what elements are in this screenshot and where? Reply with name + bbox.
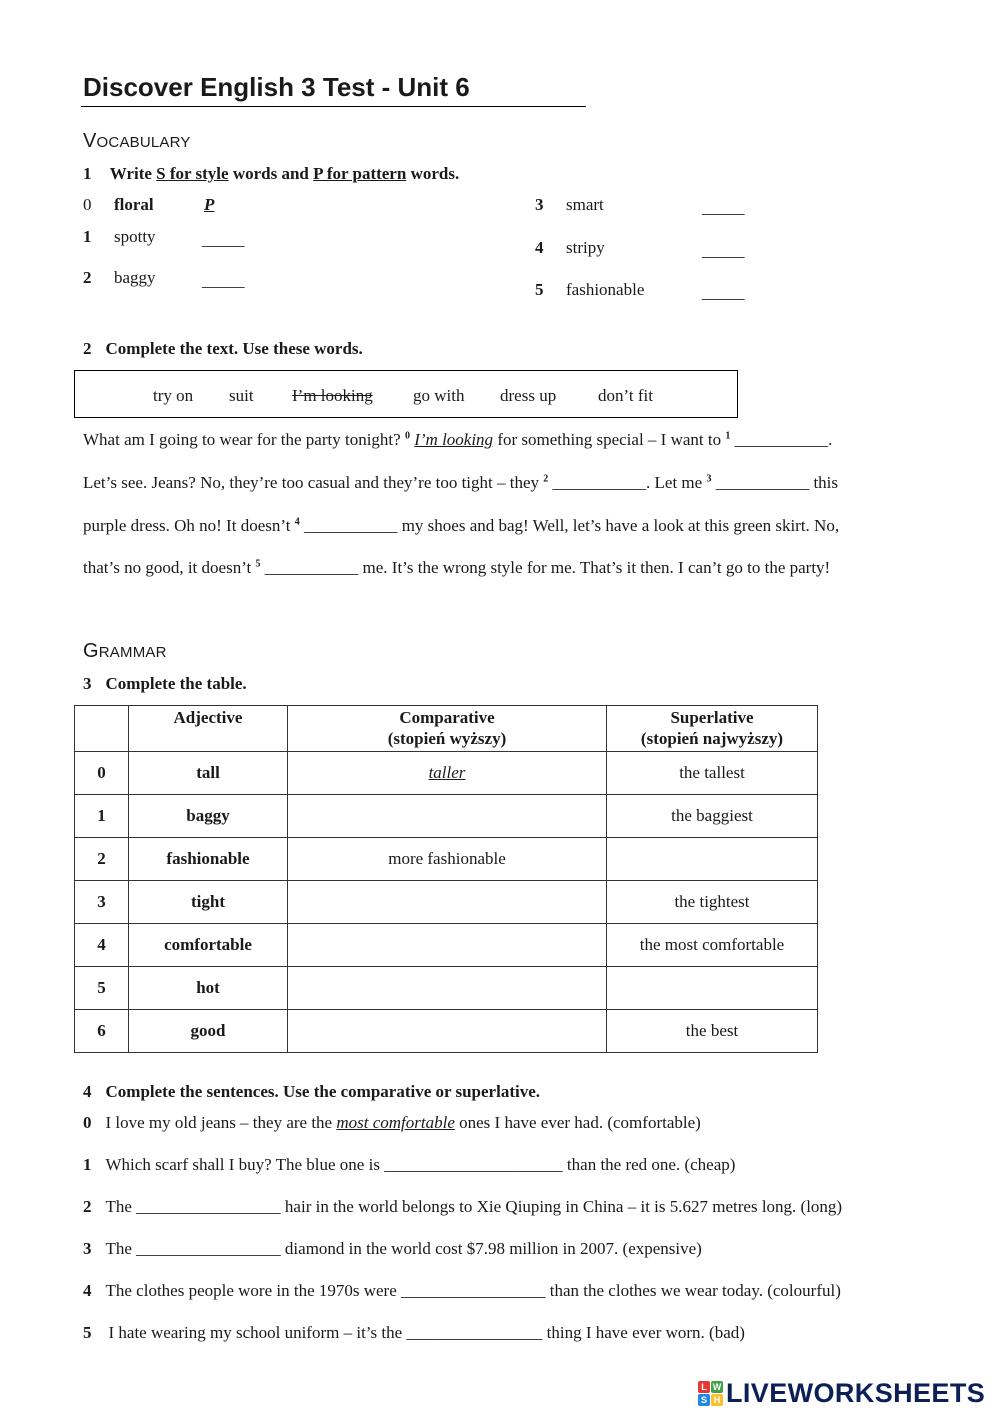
table-row (75, 967, 818, 1010)
title-underline (81, 106, 586, 107)
adjective-cell: hot (129, 967, 288, 1010)
ex2-example-answer: I’m looking (414, 430, 494, 449)
table-row (75, 881, 818, 924)
table-header-cell (75, 706, 129, 752)
superlative-cell: the baggiest (607, 795, 818, 838)
table-header-comparative: Comparative (stopień wyższy) (288, 706, 607, 752)
liveworksheets-logo-icon: L W S H (698, 1381, 723, 1406)
ex1-word: baggy (114, 268, 156, 287)
superlative-answer-cell[interactable] (607, 967, 818, 1010)
ex1-answer-blank[interactable]: _____ (202, 230, 245, 249)
ex1-item-num: 3 (535, 195, 544, 214)
ex1-item-num: 1 (83, 227, 92, 246)
word-box-item: suit (229, 386, 254, 405)
liveworksheets-logo-text: LIVEWORKSHEETS (726, 1377, 986, 1408)
comparative-answer-cell[interactable] (288, 967, 607, 1010)
comparative-cell: more fashionable (288, 838, 607, 881)
ex4-sentence[interactable]: 1 Which scarf shall I buy? The blue one is _____________________ than the red one. (cheap) (83, 1155, 736, 1174)
ex4-sentence[interactable]: 3 The _________________ diamond in the world cost $7.98 million in 2007. (expensive) (83, 1239, 702, 1258)
table-row (75, 924, 818, 967)
gap-blank[interactable]: ___________ my shoes and bag! Well, let’s have a look at this green skirt. No, (299, 516, 840, 535)
ex1-instruction: 1 Write S for style words and P for pattern words. (83, 164, 460, 183)
ex4-sentence[interactable]: 2 The _________________ hair in the world belongs to Xie Qiuping in China – it is 5.627 metres long. (long) (83, 1197, 843, 1216)
ex2-instruction: 2 Complete the text. Use these words. (83, 339, 363, 358)
ex1-answer-blank[interactable]: _____ (702, 241, 745, 260)
table-header-adjective: Adjective (129, 706, 288, 752)
word-box-item-crossed: I’m looking (292, 386, 373, 405)
superlative-answer-cell[interactable] (607, 838, 818, 881)
comparative-answer-cell[interactable] (288, 1010, 607, 1053)
table-row (75, 795, 818, 838)
ex2-text-line: Let’s see. Jeans? No, they’re too casual and they’re too tight – they $^2$ ___________. Let me $^3$ ___________ this (83, 473, 839, 492)
ex1-item-num: 2 (83, 268, 92, 287)
word-box-item: go with (413, 386, 465, 405)
row-number: 0 (75, 752, 129, 795)
gap-blank[interactable]: ___________ this (711, 473, 839, 492)
grammar-heading: GRAMMAR (83, 640, 167, 662)
comparative-answer-cell[interactable] (288, 795, 607, 838)
comparative-answer-cell[interactable] (288, 924, 607, 967)
ex3-instruction: 3 Complete the table. (83, 674, 247, 693)
ex2-text-line: purple dress. Oh no! It doesn’t $^4$ ___________ my shoes and bag! Well, let’s have a look at this green skirt. No, (83, 516, 840, 535)
ex4-sentence[interactable]: 5 I hate wearing my school uniform – it’s the ________________ thing I have ever worn. (bad) (83, 1323, 745, 1342)
superlative-cell: the tallest (607, 752, 818, 795)
row-number: 4 (75, 924, 129, 967)
adjective-cell: comfortable (129, 924, 288, 967)
ex1-answer-blank[interactable]: _____ (202, 271, 245, 290)
adjective-table (74, 705, 818, 1053)
vocabulary-heading: VOCABULARY (83, 130, 191, 152)
gap-blank[interactable]: ___________. Let me (548, 473, 707, 492)
page-title: Discover English 3 Test - Unit 6 (83, 72, 470, 102)
ex1-item-num: 4 (535, 238, 544, 257)
word-box-item: don’t fit (598, 386, 653, 405)
adjective-cell: good (129, 1010, 288, 1053)
comparative-answer-cell[interactable] (288, 881, 607, 924)
row-number: 5 (75, 967, 129, 1010)
table-row (75, 838, 818, 881)
ex4-example-answer: most comfortable (336, 1113, 455, 1132)
ex4-sentence: 0 I love my old jeans – they are the most comfortable ones I have ever had. (comfortable) (83, 1113, 701, 1132)
ex1-example-answer: P (204, 195, 215, 214)
ex2-text-line: What am I going to wear for the party tonight? $^0$ I’m looking for something special – I want to $^1$ ___________. (83, 430, 833, 449)
ex1-word: spotty (114, 227, 156, 246)
adjective-cell: tall (129, 752, 288, 795)
ex1-answer-blank[interactable]: _____ (702, 283, 745, 302)
superlative-cell: the best (607, 1010, 818, 1053)
ex1-item-num: 5 (535, 280, 544, 299)
row-number: 6 (75, 1010, 129, 1053)
adjective-cell: baggy (129, 795, 288, 838)
adjective-cell: tight (129, 881, 288, 924)
row-number: 3 (75, 881, 129, 924)
superlative-cell: the most comfortable (607, 924, 818, 967)
ex4-instruction: 4 Complete the sentences. Use the comparative or superlative. (83, 1082, 541, 1101)
liveworksheets-logo (698, 1376, 985, 1410)
table-row (75, 752, 818, 795)
gap-blank[interactable]: ___________ me. It’s the wrong style for me. That’s it then. I can’t go to the party! (260, 558, 831, 577)
ex1-word: fashionable (566, 280, 645, 299)
table-header-row (75, 706, 818, 752)
row-number: 1 (75, 795, 129, 838)
ex1-item: 0 (83, 195, 92, 214)
row-number: 2 (75, 838, 129, 881)
gap-blank[interactable]: ___________. (730, 430, 833, 449)
comparative-cell: taller (288, 752, 607, 795)
word-box-item: try on (153, 386, 194, 405)
adjective-cell: fashionable (129, 838, 288, 881)
superlative-cell: the tightest (607, 881, 818, 924)
ex4-sentence[interactable]: 4 The clothes people wore in the 1970s were _________________ than the clothes we wear today. (colourful) (83, 1281, 841, 1300)
ex1-word: stripy (566, 238, 605, 257)
ex1-word: floral (114, 195, 154, 214)
table-row (75, 1010, 818, 1053)
ex2-text-line: that’s no good, it doesn’t $^5$ ___________ me. It’s the wrong style for me. That’s it then. I can’t go to the party! (83, 558, 831, 577)
word-box-item: dress up (500, 386, 557, 405)
ex1-answer-blank[interactable]: _____ (702, 198, 745, 217)
ex1-number: 1 (83, 164, 92, 183)
table-header-superlative: Superlative (stopień najwyższy) (607, 706, 818, 752)
ex1-word: smart (566, 195, 604, 214)
